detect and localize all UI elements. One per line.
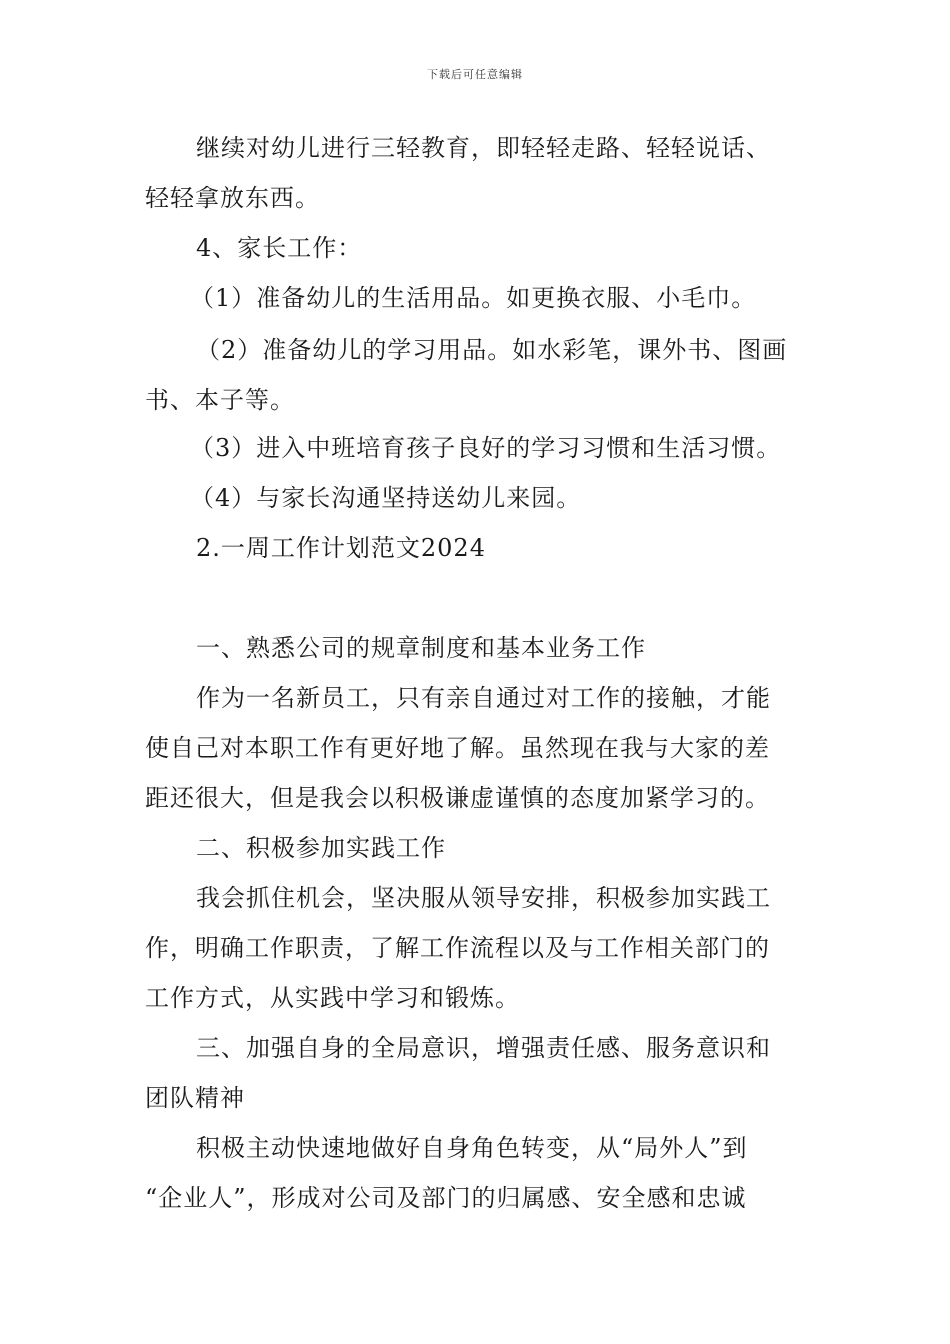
paragraph-line: 书、本子等。 (145, 386, 295, 414)
paragraph-line: 使自己对本职工作有更好地了解。虽然现在我与大家的差 (145, 734, 770, 762)
paragraph-line: 作，明确工作职责，了解工作流程以及与工作相关部门的 (145, 934, 770, 962)
paragraph-line: 继续对幼儿进行三轻教育，即轻轻走路、轻轻说话、 (196, 134, 771, 162)
paragraph-line: 工作方式，从实践中学习和锻炼。 (145, 984, 520, 1012)
paragraph-line: “企业人”，形成对公司及部门的归属感、安全感和忠诚 (145, 1184, 747, 1212)
paragraph-line: 距还很大，但是我会以积极谦虚谨慎的态度加紧学习的。 (145, 784, 770, 812)
section-heading: 团队精神 (145, 1084, 245, 1112)
list-item: （2）准备幼儿的学习用品。如水彩笔，课外书、图画 (196, 336, 788, 364)
list-item: （3）进入中班培育孩子良好的学习习惯和生活习惯。 (190, 434, 782, 462)
paragraph-line: 积极主动快速地做好自身角色转变，从“局外人”到 (196, 1134, 748, 1162)
page-header: 下载后可任意编辑 (427, 68, 523, 81)
document-title: 2.一周工作计划范文2024 (196, 534, 486, 562)
paragraph-line: 轻轻拿放东西。 (145, 184, 320, 212)
list-item: （1）准备幼儿的生活用品。如更换衣服、小毛巾。 (190, 284, 757, 312)
paragraph-line: 我会抓住机会，坚决服从领导安排，积极参加实践工 (196, 884, 771, 912)
section-heading: 4、家长工作： (196, 234, 363, 262)
section-heading: 一、熟悉公司的规章制度和基本业务工作 (196, 634, 646, 662)
paragraph-line: 作为一名新员工，只有亲自通过对工作的接触，才能 (196, 684, 771, 712)
list-item: （4）与家长沟通坚持送幼儿来园。 (190, 484, 582, 512)
section-heading: 二、积极参加实践工作 (196, 834, 446, 862)
section-heading: 三、加强自身的全局意识，增强责任感、服务意识和 (196, 1034, 771, 1062)
